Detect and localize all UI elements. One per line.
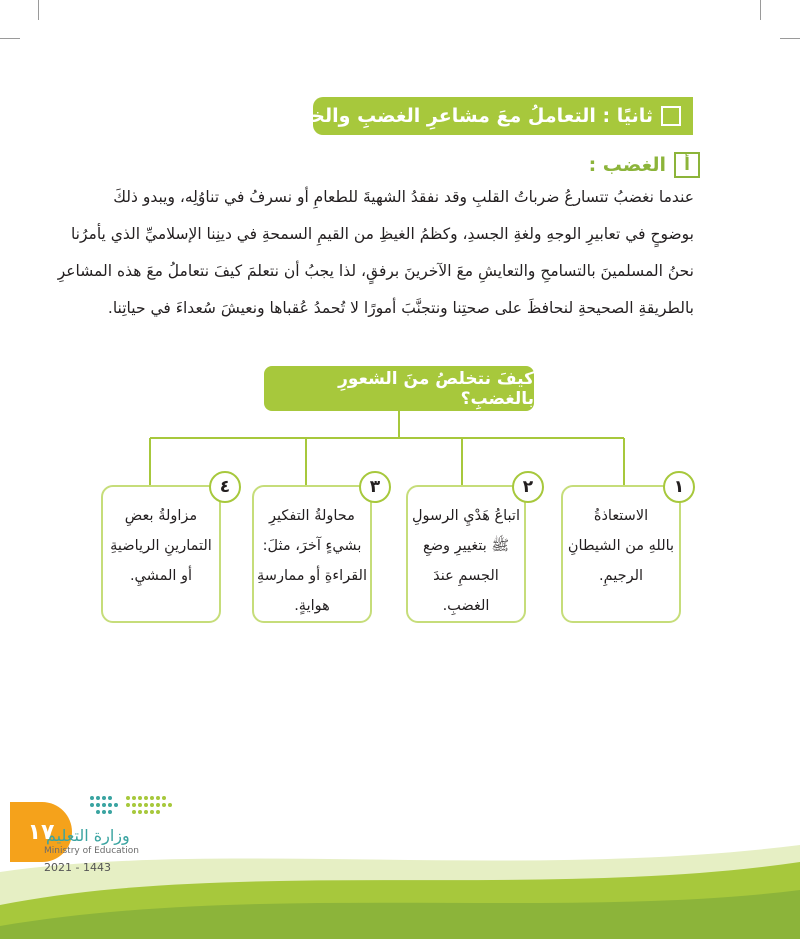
subsection-letter: أ: [674, 152, 700, 178]
card-line: الاستعاذةُ: [593, 508, 649, 524]
section-title: ثانيًا : التعاملُ معَ مشاعرِ الغضبِ والخجلِ :: [266, 105, 653, 127]
card-line: التمارينِ الرياضيةِ: [110, 538, 212, 554]
card-line: محاولةُ التفكيرِ: [269, 508, 355, 524]
card-number-badge: ٣: [359, 471, 391, 503]
card-line: هوايةٍ.: [294, 598, 330, 614]
card-line: مزاولةُ بعضِ: [124, 508, 198, 524]
card-line: ﷺ بتغييرِ وضعِ: [423, 538, 509, 554]
card-number-badge: ١: [663, 471, 695, 503]
card-line: اتباعُ هَدْيِ الرسولِ: [412, 508, 520, 524]
card-line: بشيءٍ آخرَ، مثلَ:: [262, 538, 362, 554]
ministry-name-english: Ministry of Education: [44, 846, 139, 856]
question-box: كيفَ نتخلصُ منَ الشعورِ بالغضبِ؟: [264, 366, 534, 411]
card-line: أو المشيِ.: [129, 568, 193, 584]
card-line: الرجيمِ.: [598, 568, 644, 584]
paragraph-line: بوضوحٍ في تعابيرِ الوجهِ ولغةِ الجسدِ، وكظمُ الغيظِ من القيمِ السمحةِ في دينِنا الإسلاميِّ الذي يأمرُنا: [70, 225, 694, 243]
ministry-logo-icon: [88, 790, 178, 830]
paragraph-line: عندما نغضبُ تتسارعُ ضرباتُ القلبِ وقد نفقدُ الشهيةَ للطعامِ أو نسرفُ في تناوُلِه، ويبدو ذلكَ: [113, 188, 694, 206]
ministry-name-arabic: وزارة التعليم: [46, 826, 130, 845]
card-number-badge: ٢: [512, 471, 544, 503]
card-line: باللهِ من الشيطانِ: [567, 538, 675, 554]
subsection-title: الغضب :: [588, 154, 666, 176]
paragraph-line: نحنُ المسلمينَ بالتسامحِ والتعايشِ معَ الآخرينَ برفقٍ، لذا يجبُ أن نتعلمَ كيفَ نتعاملُ معَ هذه المشاعرِ: [57, 262, 694, 280]
page-number: ١٧: [10, 802, 72, 862]
card-line: القراءةِ أو ممارسةِ: [257, 568, 367, 584]
card-number-badge: ٤: [209, 471, 241, 503]
edition-year: 2021 - 1443: [44, 861, 111, 874]
card-line: الغضبِ.: [442, 598, 490, 614]
card-line: الجسمِ عندَ: [433, 568, 499, 584]
paragraph-line: بالطريقةِ الصحيحةِ لنحافظَ على صحتِنا ونتجنَّبَ أمورًا لا تُحمدُ عُقباها ونعيشَ سُعداءَ في حياتِنا.: [107, 299, 694, 317]
